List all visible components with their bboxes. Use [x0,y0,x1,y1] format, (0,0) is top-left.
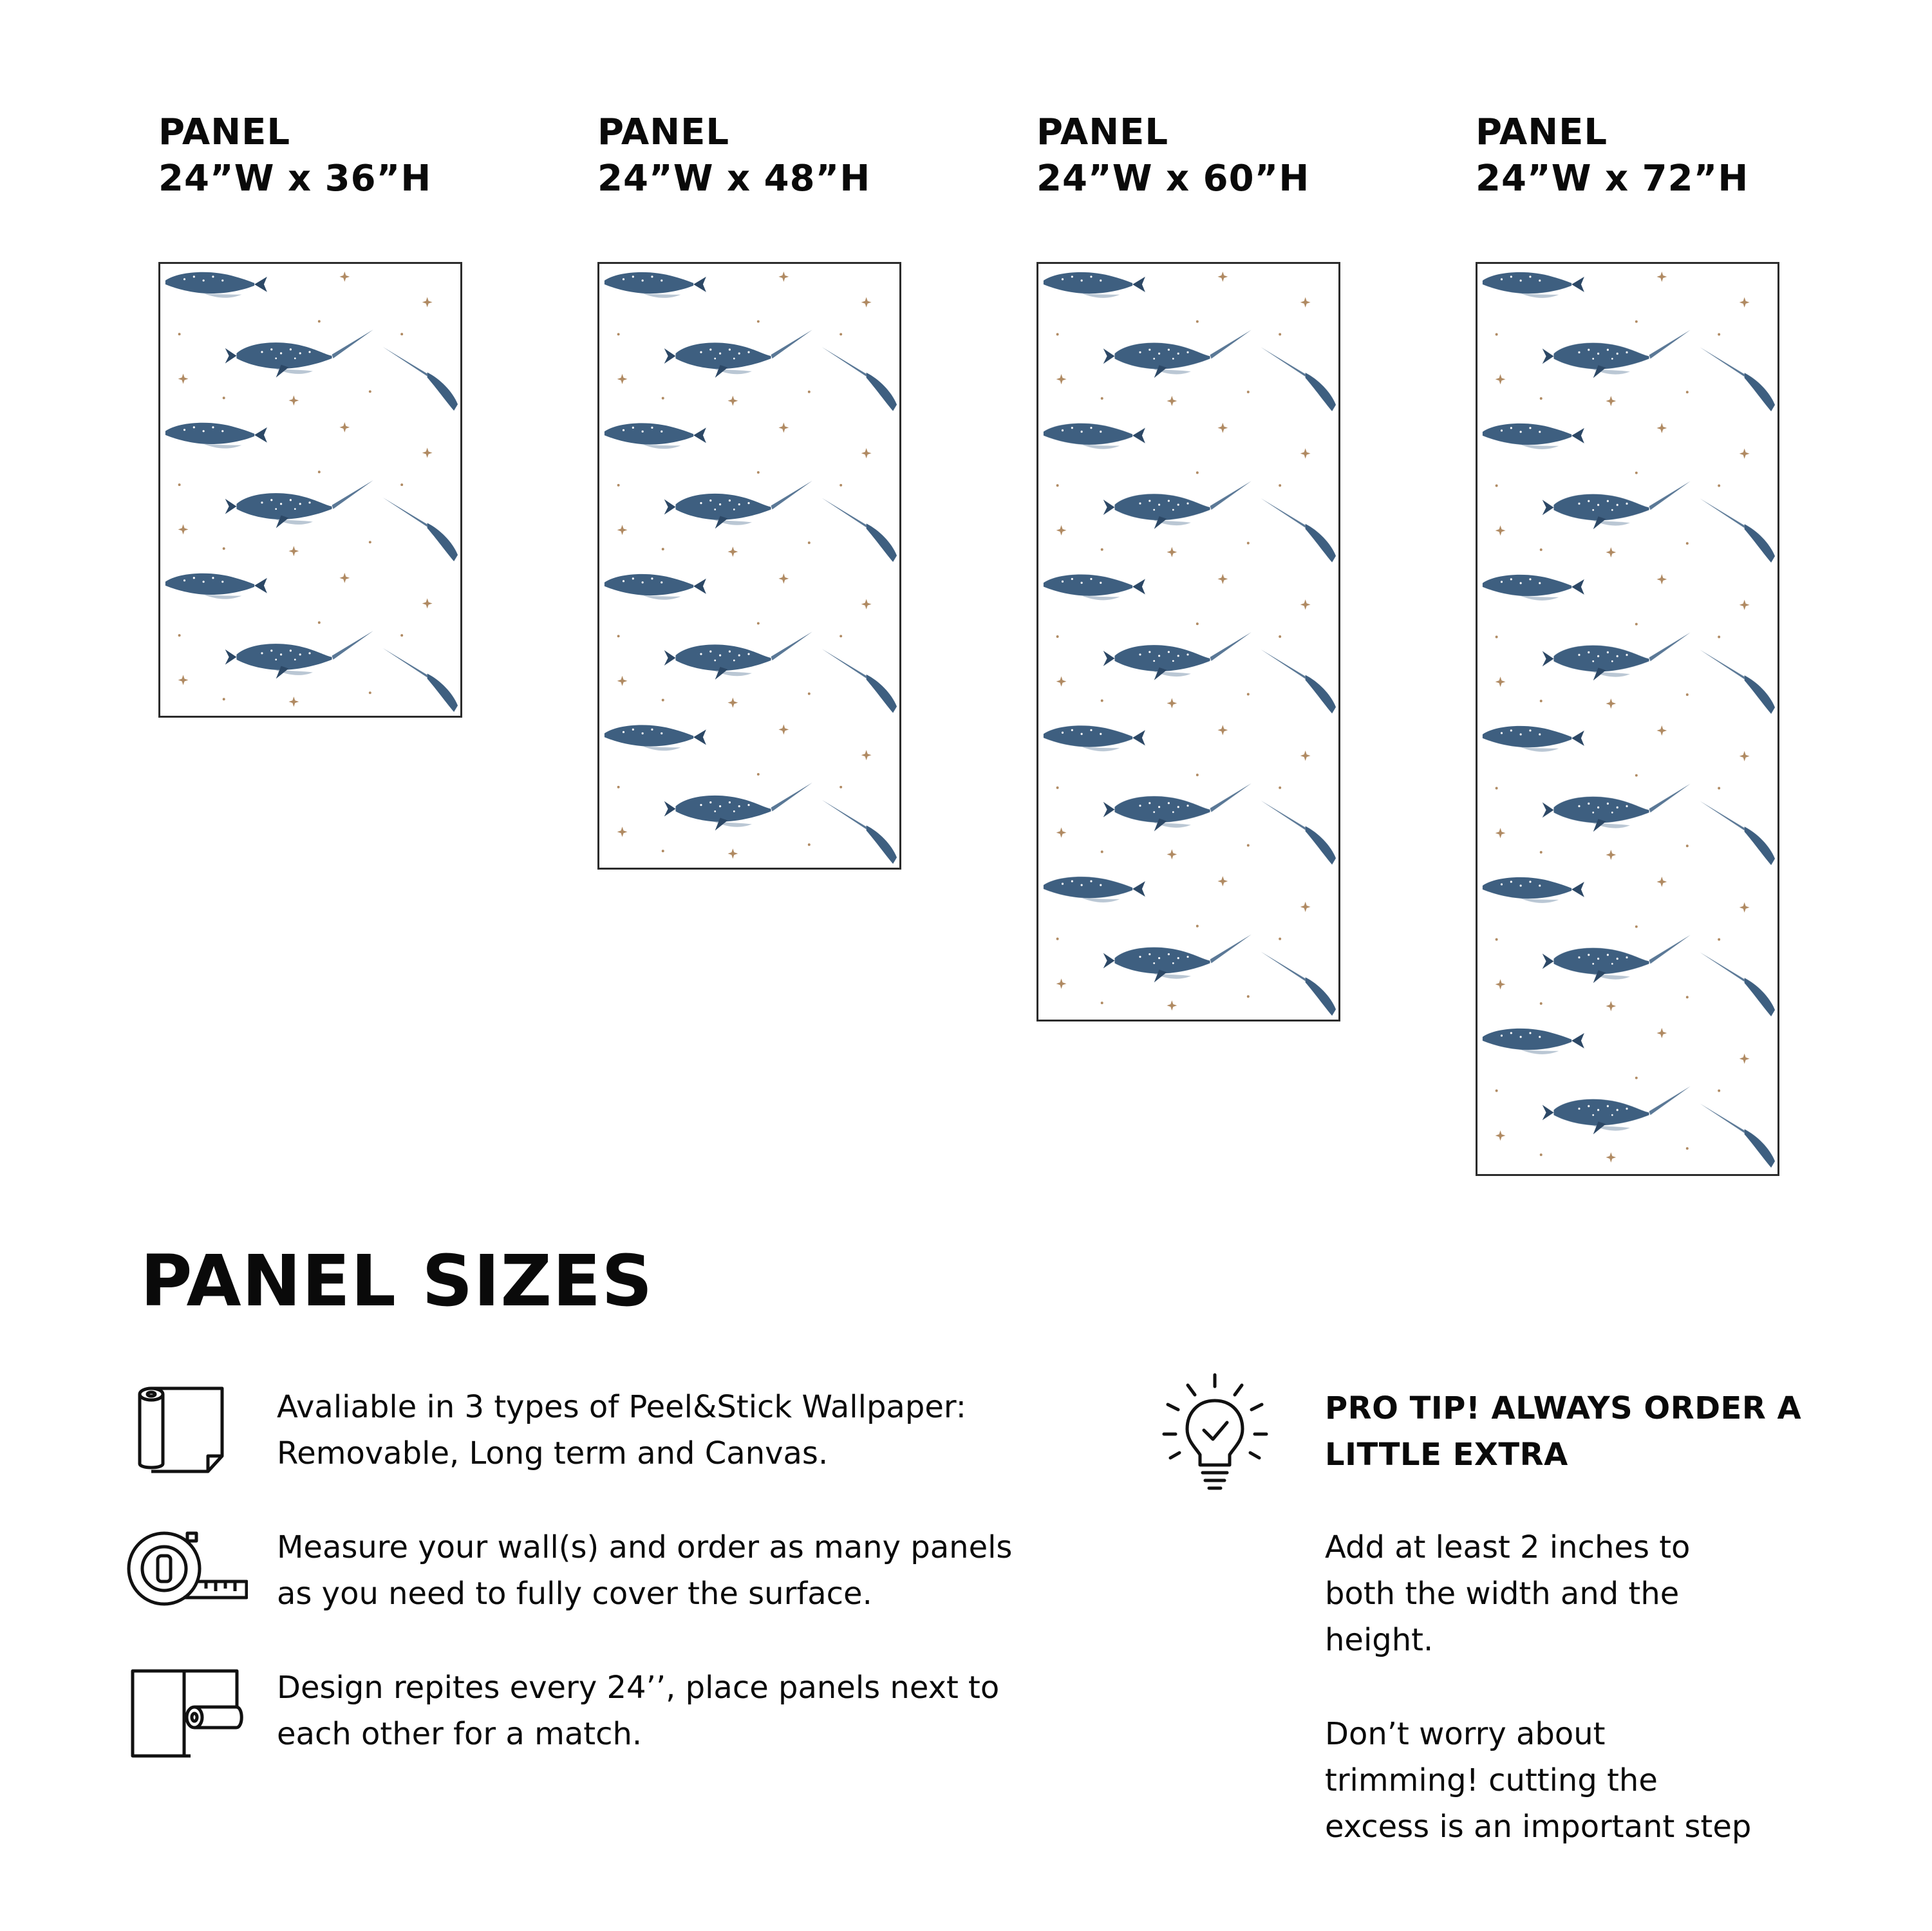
feature-line: as you need to fully cover the surface. [277,1576,872,1612]
narwhal-pattern [599,264,899,868]
page-title: PANEL SIZES [140,1240,653,1322]
panel-preview-36 [158,262,462,718]
panel-label-size: 24”W x 60”H [1036,158,1310,200]
wallpaper-roll-icon [132,1384,229,1474]
pro-tip-title-line: PRO TIP! ALWAYS ORDER A [1325,1390,1802,1426]
narwhal-pattern [160,264,460,716]
panel-roll-icon [130,1668,246,1758]
pro-tip-line: trimming! cutting the [1325,1762,1658,1798]
panel-label-title: PANEL [1036,111,1169,153]
feature-line: Avaliable in 3 types of Peel&Stick Wallpaper: [277,1389,966,1425]
panel-preview-72 [1476,262,1779,1176]
panel-label-title: PANEL [597,111,730,153]
panel-label-60 [1036,109,1397,202]
feature-line: Measure your wall(s) and order as many panels [277,1529,1013,1565]
pro-tip-paragraph-1 [1325,1524,1904,1663]
pro-tip-line: Don’t worry about [1325,1716,1606,1752]
panel-preview-60 [1036,262,1340,1021]
panel-label-36 [158,109,519,202]
pro-tip-line: height. [1325,1622,1434,1658]
panel-label-title: PANEL [1476,111,1608,153]
pro-tip-title-line: LITTLE EXTRA [1325,1437,1568,1473]
pro-tip-paragraph-2 [1325,1711,1904,1850]
feature-text-repeat [277,1665,1127,1757]
feature-line: each other for a match. [277,1716,642,1752]
pro-tip-line: both the width and the [1325,1576,1680,1612]
panel-label-size: 24”W x 48”H [597,158,871,200]
narwhal-pattern [1038,264,1338,1020]
panel-label-size: 24”W x 36”H [158,158,432,200]
panel-preview-48 [597,262,901,870]
pro-tip-title [1325,1385,1904,1478]
panel-label-title: PANEL [158,111,291,153]
feature-line: Design repites every 24’’, place panels next to [277,1670,1000,1706]
panel-label-72 [1476,109,1836,202]
lightbulb-check-icon [1159,1371,1271,1490]
tape-measure-icon [126,1527,248,1610]
feature-text-types [277,1384,1127,1477]
narwhal-pattern [1477,264,1777,1174]
feature-text-measure [277,1524,1127,1617]
pro-tip-line: excess is an important step [1325,1809,1752,1845]
pro-tip-line: Add at least 2 inches to [1325,1529,1691,1565]
feature-line: Removable, Long term and Canvas. [277,1435,829,1471]
panel-label-48 [597,109,958,202]
panel-label-size: 24”W x 72”H [1476,158,1749,200]
